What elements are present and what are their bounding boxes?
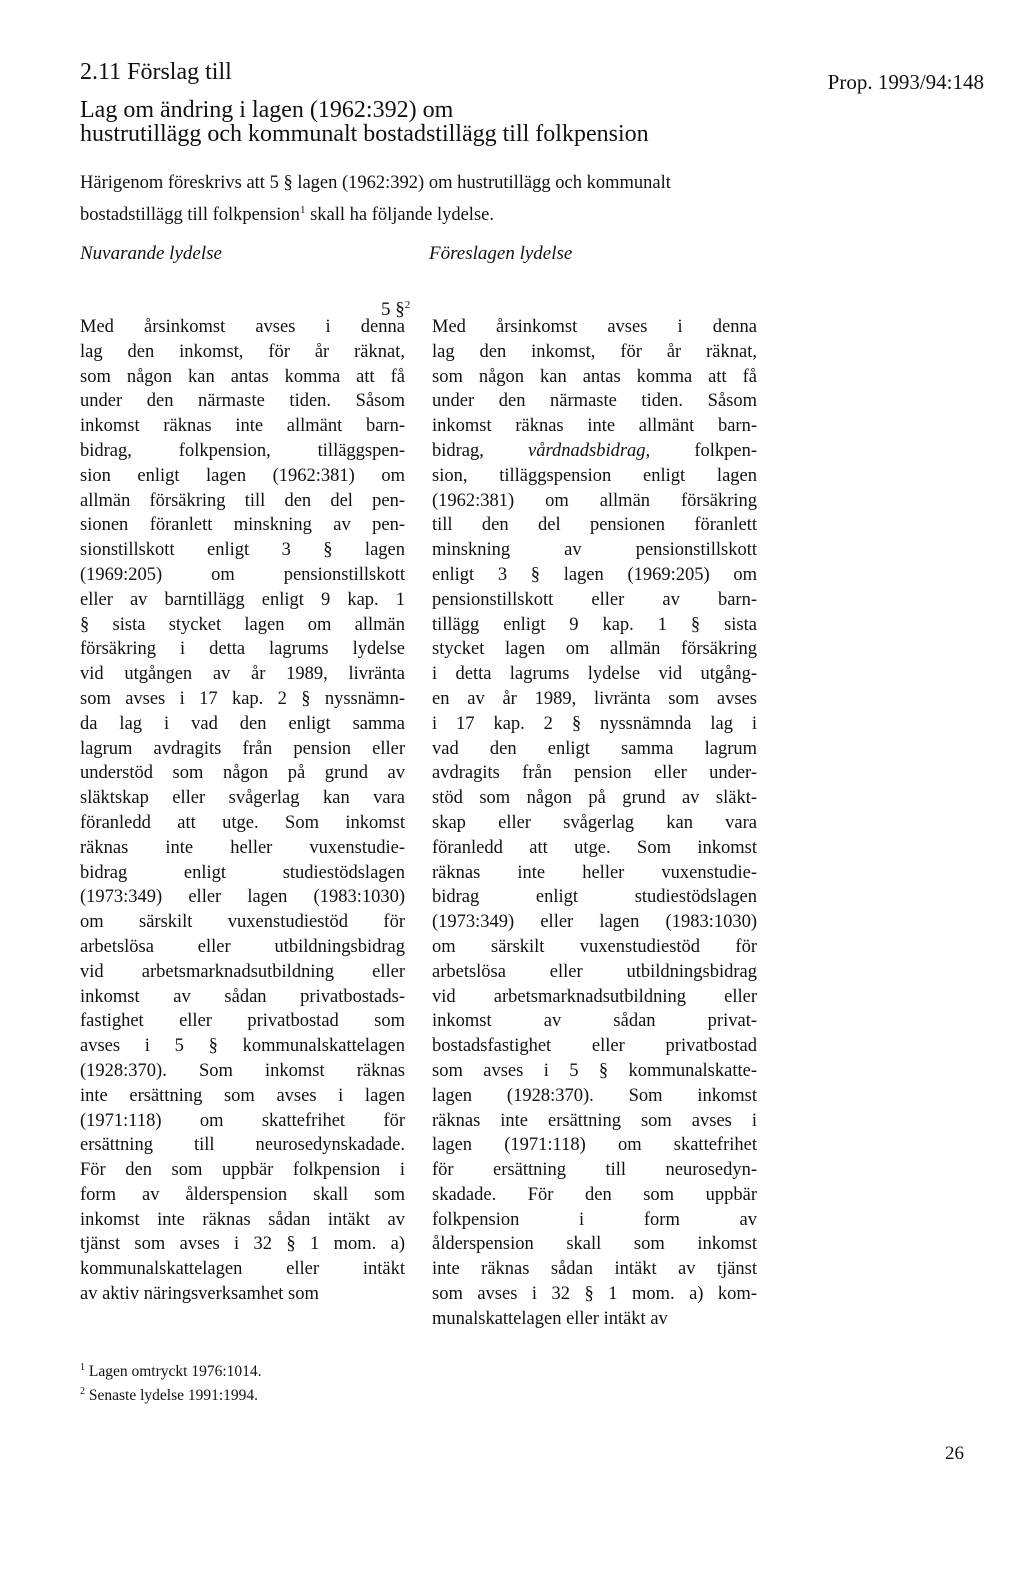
text-line: lagen (1928:370). Som inkomst: [432, 1085, 757, 1106]
footnote-2: [80, 1382, 262, 1406]
text-line: ålderspension skall som inkomst: [432, 1234, 757, 1255]
section-title: 2.11 Förslag till: [80, 59, 232, 85]
intro-text-tail: skall ha följande lydelse.: [305, 205, 494, 226]
text-line: i detta lagrums lydelse vid utgång-: [432, 664, 757, 685]
intro-text: [80, 170, 770, 229]
text-line: som avses i 17 kap. 2 § nyssnämn-: [80, 688, 405, 709]
text-line: sion enligt lagen (1962:381) om: [80, 465, 405, 486]
text-line: om särskilt vuxenstudiestöd för: [80, 912, 405, 933]
text-line: fastighet eller privatbostad som: [80, 1011, 405, 1032]
footnote-1-mark: 1: [80, 1362, 85, 1373]
text-line: räknas inte heller vuxenstudie-: [432, 862, 757, 883]
text-line: lagrum avdragits från pension eller: [80, 738, 405, 759]
text-line: vid utgången av år 1989, livränta: [80, 664, 405, 685]
text-line: föranledd att utge. Som inkomst: [80, 812, 405, 833]
law-title-line-2: hustrutillägg och kommunalt bostadstillägg till folkpension: [80, 121, 649, 147]
text-line: lagen (1971:118) om skattefrihet: [432, 1135, 757, 1156]
intro-text-main: Härigenom föreskrivs att 5 § lagen (1962:392) om hustrutillägg och kommunalt bostadstillägg till folkpension: [80, 173, 671, 226]
text-line: lag den inkomst, för år räknat,: [432, 341, 757, 362]
text-line: stycket lagen om allmän försäkring: [432, 639, 757, 660]
paragraph-number: 5 §: [381, 299, 405, 320]
text-line: om särskilt vuxenstudiestöd för: [432, 936, 757, 957]
text-line-part: folkpen-: [650, 440, 757, 461]
proposed-wording-heading: Föreslagen lydelse: [429, 243, 573, 264]
text-line: lag den inkomst, för år räknat,: [80, 341, 405, 362]
text-line: till den del pensionen föranlett: [432, 515, 757, 536]
text-line: folkpension i form av: [432, 1209, 757, 1230]
text-line: som någon kan antas komma att få: [80, 366, 405, 387]
text-line: da lag i vad den enligt samma: [80, 713, 405, 734]
page-number: 26: [945, 1443, 964, 1464]
text-line: För den som uppbär folkpension i: [80, 1160, 405, 1181]
text-line: bidrag enligt studiestödslagen: [432, 887, 757, 908]
text-line: understöd som någon på grund av: [80, 763, 405, 784]
law-title: [80, 98, 800, 146]
text-line: (1971:118) om skattefrihet för: [80, 1110, 405, 1131]
text-line: eller av barntillägg enligt 9 kap. 1: [80, 589, 405, 610]
text-line: sionen föranlett minskning av pen-: [80, 515, 405, 536]
text-line: enligt 3 § lagen (1969:205) om: [432, 564, 757, 585]
text-line: skadade. För den som uppbär: [432, 1184, 757, 1205]
text-line: under den närmaste tiden. Såsom: [80, 391, 405, 412]
text-line: föranledd att utge. Som inkomst: [432, 837, 757, 858]
text-line: inte ersättning som avses i lagen: [80, 1085, 405, 1106]
text-line: arbetslösa eller utbildningsbidrag: [432, 961, 757, 982]
text-line: inkomst räknas inte allmänt barn-: [432, 416, 757, 437]
text-line: tillägg enligt 9 kap. 1 § sista: [432, 614, 757, 635]
text-line: (1973:349) eller lagen (1983:1030): [432, 912, 757, 933]
text-line: [432, 439, 757, 464]
text-line: i 17 kap. 2 § nyssnämnda lag i: [432, 713, 757, 734]
text-line: Med årsinkomst avses i denna: [80, 317, 405, 337]
text-line: som avses i 5 § kommunalskatte-: [432, 1060, 757, 1081]
text-line: sionstillskott enligt 3 § lagen: [80, 540, 405, 561]
text-line: kommunalskattelagen eller intäkt: [80, 1259, 405, 1280]
text-line: stöd som någon på grund av släkt-: [432, 788, 757, 809]
text-line: skap eller svågerlag kan vara: [432, 812, 757, 833]
text-line: inkomst inte räknas sådan intäkt av: [80, 1209, 405, 1230]
footnotes: [80, 1358, 262, 1406]
text-line: en av år 1989, livränta som avses: [432, 688, 757, 709]
text-line: bostadsfastighet eller privatbostad: [432, 1036, 757, 1057]
text-line: ersättning till neurosedynskadade.: [80, 1135, 405, 1156]
text-line: inkomst räknas inte allmänt barn-: [80, 416, 405, 437]
text-line: sion, tilläggspension enligt lagen: [432, 465, 757, 486]
footnote-2-mark: 2: [80, 1386, 85, 1397]
text-line: inkomst av sådan privatbostads-: [80, 986, 405, 1007]
text-line: av aktiv näringsverksamhet som: [80, 1284, 319, 1305]
text-line: allmän försäkring till den del pen-: [80, 490, 405, 511]
text-line: (1962:381) om allmän försäkring: [432, 490, 757, 511]
text-line: minskning av pensionstillskott: [432, 540, 757, 561]
law-title-line-1: Lag om ändring i lagen (1962:392) om: [80, 97, 454, 123]
text-line: vad den enligt samma lagrum: [432, 738, 757, 759]
intro-footnote-mark: 1: [299, 204, 306, 216]
text-line: munalskattelagen eller intäkt av: [432, 1308, 668, 1329]
text-line: tjänst som avses i 32 § 1 mom. a): [80, 1234, 405, 1255]
text-line: bidrag, folkpension, tilläggspen-: [80, 440, 405, 461]
text-line: avses i 5 § kommunalskattelagen: [80, 1036, 405, 1057]
text-line: som avses i 32 § 1 mom. a) kom-: [432, 1284, 757, 1305]
text-line: bidrag enligt studiestödslagen: [80, 862, 405, 883]
paragraph-footnote-mark: 2: [404, 299, 411, 311]
text-line: (1969:205) om pensionstillskott: [80, 564, 405, 585]
italic-amendment: vårdnadsbidrag,: [528, 440, 651, 461]
text-line: form av ålderspension skall som: [80, 1184, 405, 1205]
text-line: försäkring i detta lagrums lydelse: [80, 639, 405, 660]
current-wording-heading: Nuvarande lydelse: [80, 243, 222, 264]
text-line: avdragits från pension eller under-: [432, 763, 757, 784]
text-line: inte räknas sådan intäkt av tjänst: [432, 1259, 757, 1280]
footnote-1: [80, 1358, 262, 1382]
text-line: pensionstillskott eller av barn-: [432, 589, 757, 610]
text-line: räknas inte ersättning som avses i: [432, 1110, 757, 1131]
text-line: för ersättning till neurosedyn-: [432, 1160, 757, 1181]
text-line: (1973:349) eller lagen (1983:1030): [80, 887, 405, 908]
text-line-part: bidrag,: [432, 440, 529, 461]
text-line: § sista stycket lagen om allmän: [80, 614, 405, 635]
text-line: under den närmaste tiden. Såsom: [432, 391, 757, 412]
proposition-reference: Prop. 1993/94:148: [827, 70, 984, 94]
footnote-2-text: Senaste lydelse 1991:1994.: [85, 1387, 259, 1404]
text-line: arbetslösa eller utbildningsbidrag: [80, 936, 405, 957]
text-line: släktskap eller svågerlag kan vara: [80, 788, 405, 809]
proposed-wording-column: [432, 315, 757, 1332]
text-line: räknas inte heller vuxenstudie-: [80, 837, 405, 858]
text-line: Med årsinkomst avses i denna: [432, 317, 757, 337]
text-line: som någon kan antas komma att få: [432, 366, 757, 387]
current-wording-column: [80, 315, 405, 1307]
text-line: (1928:370). Som inkomst räknas: [80, 1060, 405, 1081]
text-line: vid arbetsmarknadsutbildning eller: [432, 986, 757, 1007]
footnote-1-text: Lagen omtryckt 1976:1014.: [85, 1363, 262, 1380]
text-line: vid arbetsmarknadsutbildning eller: [80, 961, 405, 982]
text-line: inkomst av sådan privat-: [432, 1011, 757, 1032]
